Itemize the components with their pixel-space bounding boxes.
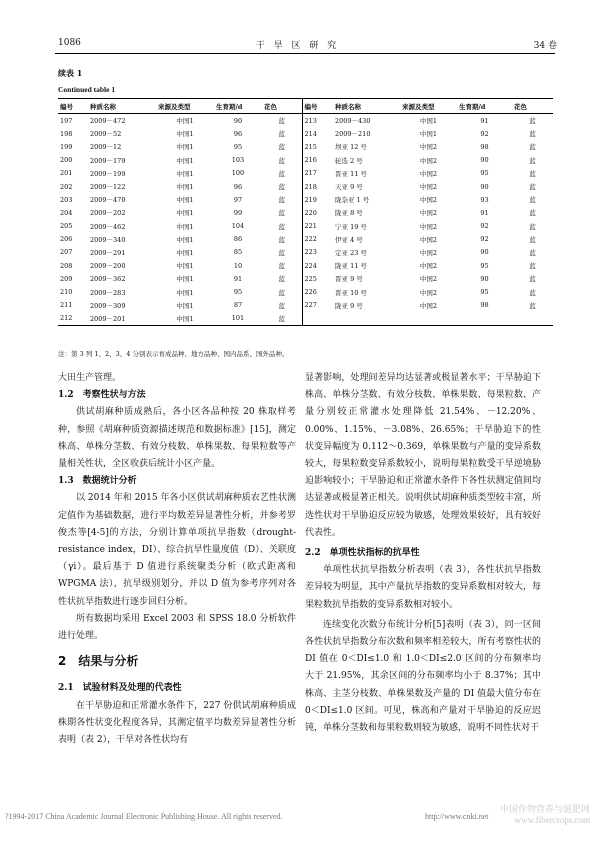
table-cell: 198 bbox=[60, 129, 73, 138]
table-cell: 227 bbox=[302, 299, 333, 312]
table-row bbox=[58, 167, 553, 180]
table-cell: 蓝 bbox=[529, 143, 536, 152]
table-cell: 陇杂亚 1 号 bbox=[335, 196, 370, 205]
table-cell: 90 bbox=[480, 274, 489, 283]
section-heading-1-2: 1.2 考察性状与方法 bbox=[58, 390, 146, 401]
section-heading-2: 2 结果与分析 bbox=[58, 654, 139, 669]
table-row bbox=[58, 312, 553, 326]
table-cell: 蓝 bbox=[278, 143, 285, 152]
table-cell: 211 bbox=[60, 301, 73, 310]
table-cell: 蓝 bbox=[529, 130, 536, 139]
table-cell: 中国2 bbox=[419, 222, 438, 231]
table-cell: 中国1 bbox=[176, 169, 194, 178]
table-cell: 86 bbox=[233, 235, 243, 244]
table-cell: 蓝 bbox=[529, 169, 536, 178]
table-cell: 206 bbox=[60, 235, 73, 244]
table-header-cell: 花色 bbox=[514, 102, 527, 111]
paragraph: 大田生产管理。 bbox=[58, 373, 122, 383]
table-cell: 85 bbox=[233, 248, 243, 257]
table-cell: 90 bbox=[480, 248, 489, 257]
table-cell: 91 bbox=[480, 116, 489, 125]
table-cell: 伊亚 4 号 bbox=[335, 235, 363, 244]
table-cell: 197 bbox=[60, 116, 73, 125]
table-cell: 蓝 bbox=[278, 262, 285, 271]
table-cell: 2009－201 bbox=[90, 314, 126, 323]
journal-title: 干 旱 区 研 究 bbox=[255, 41, 340, 51]
table-cell: 中国2 bbox=[419, 183, 438, 192]
table-cell: 217 bbox=[302, 167, 333, 180]
table-cell: 95 bbox=[233, 142, 243, 151]
table-cell: 中国2 bbox=[419, 235, 438, 244]
table-cell bbox=[457, 312, 512, 326]
table-cell: 2009－291 bbox=[90, 248, 126, 257]
table-cell: 坝亚 12 号 bbox=[335, 143, 367, 152]
table-cell: 蓝 bbox=[278, 196, 285, 205]
table-cell: 97 bbox=[233, 195, 243, 204]
table-cell: 222 bbox=[302, 233, 333, 246]
table-cell: 92 bbox=[480, 222, 489, 231]
table-cell: 95 bbox=[480, 169, 489, 178]
table-cell: 宁亚 19 号 bbox=[335, 222, 367, 231]
table-cell: 98 bbox=[480, 142, 489, 151]
table-cell: 2009－470 bbox=[90, 196, 126, 205]
table-cell: 95 bbox=[480, 261, 489, 270]
table-header-cell: 种质名称 bbox=[335, 102, 361, 111]
table-header-cell: 生育期/d bbox=[459, 102, 486, 111]
table-cell: 中国1 bbox=[176, 183, 194, 192]
watermark-cn: 中国作物营养与施肥网 bbox=[499, 804, 590, 814]
table-cell: 91 bbox=[480, 208, 489, 217]
table-cell bbox=[400, 312, 457, 326]
table-cell: 陇亚 9 号 bbox=[335, 301, 363, 310]
table-cell: 99 bbox=[233, 208, 243, 217]
table-cell: 2009－200 bbox=[90, 262, 126, 271]
table-cell: 95 bbox=[233, 288, 243, 297]
table-cell: 蓝 bbox=[278, 117, 285, 126]
table-cell: 定亚 23 号 bbox=[335, 248, 367, 257]
table-cell: 212 bbox=[60, 314, 73, 323]
copyright-notice: ?1994-2017 China Academic Journal Electronic Publishing House. All rights reserved. bbox=[5, 812, 283, 821]
table-cell: 10 bbox=[233, 261, 243, 270]
table-cell: 223 bbox=[302, 246, 333, 259]
table-cell: 轮选 2 号 bbox=[335, 156, 363, 165]
table-row bbox=[58, 180, 553, 193]
table-cell: 蓝 bbox=[278, 275, 285, 284]
table-header-cell: 来源及类型 bbox=[402, 102, 435, 111]
table-cell: 中国2 bbox=[419, 275, 438, 284]
table-row bbox=[58, 272, 553, 285]
table-cell: 209 bbox=[60, 274, 73, 283]
paragraph: 连续变化次数分布统计分析[5]表明（表 3），同一区间各性状抗旱指数分布次数和频率相差较大，所有考察性状的 DI 值在 0＜DI≤1.0 和 1.0＜DI≤2.0 区间的分布频率均大于 21.95%，其余区间的分布频率均小于 8.37%；其中株高、主茎分枝数、单株果数及产量的 DI 值最大值分布在 0＜DI≤1.0 区间。可见，株高和产量对干旱胁迫的反应迟钝，单株分茎数和每果粒数则较为敏感，说明不同性状对干 bbox=[305, 619, 541, 734]
table-cell: 220 bbox=[302, 206, 333, 219]
table-cell: 陇亚 8 号 bbox=[335, 209, 363, 218]
germplasm-table bbox=[58, 98, 553, 326]
table-row bbox=[58, 233, 553, 246]
table-cell: 晋亚 10 号 bbox=[335, 288, 367, 297]
table-cell: 204 bbox=[60, 208, 73, 217]
section-heading-2-1: 2.1 试验材料及处理的代表性 bbox=[58, 683, 182, 694]
table-cell: 中国2 bbox=[419, 143, 438, 152]
table-cell: 2009－340 bbox=[90, 235, 126, 244]
table-row bbox=[58, 154, 553, 167]
header-rule bbox=[55, 53, 555, 54]
left-text-column bbox=[58, 370, 296, 749]
table-cell: 蓝 bbox=[529, 288, 536, 297]
table-cell: 蓝 bbox=[278, 314, 285, 323]
watermark bbox=[470, 804, 590, 826]
table-cell: 蓝 bbox=[529, 275, 536, 284]
table-row bbox=[58, 127, 553, 140]
table-cell: 224 bbox=[302, 259, 333, 272]
table-cell: 蓝 bbox=[278, 169, 285, 178]
table-cell: 201 bbox=[60, 169, 73, 178]
paragraph: 供试胡麻种质成熟后，各小区各品种按 20 株取样考种，参照《胡麻种质资源描述规范和数据标准》[15]，测定株高、单株分茎数、有效分枝数、单株果数、每果粒数等产量相关性状，全区收获后统计小区产量。 bbox=[58, 407, 296, 470]
table-cell: 中国1 bbox=[176, 209, 194, 218]
table-body bbox=[58, 114, 553, 326]
table-row bbox=[58, 114, 553, 128]
table-cell: 91 bbox=[233, 274, 243, 283]
table-cell: 104 bbox=[231, 222, 245, 231]
table-cell: 中国1 bbox=[419, 117, 438, 126]
table-cell: 2009－309 bbox=[90, 301, 126, 310]
table-cell: 中国1 bbox=[176, 222, 194, 231]
table-row bbox=[58, 246, 553, 259]
table-cell: 2009－52 bbox=[90, 130, 122, 139]
table-cell: 87 bbox=[233, 301, 243, 310]
table-cell: 218 bbox=[302, 180, 333, 193]
table-cell: 中国2 bbox=[419, 209, 438, 218]
table-row bbox=[58, 220, 553, 233]
table-cell: 天亚 9 号 bbox=[335, 183, 363, 192]
right-text-column bbox=[305, 370, 541, 737]
table-header-cell: 编号 bbox=[302, 99, 333, 114]
table-cell: 90 bbox=[233, 116, 243, 125]
table-cell: 2009－210 bbox=[335, 130, 371, 139]
table-cell: 蓝 bbox=[529, 196, 536, 205]
table-cell: 蓝 bbox=[278, 130, 285, 139]
paragraph: 以 2014 年和 2015 年各小区供试胡麻种质农艺性状测定值作为基础数据，进行平均数差异显著性分析，并参考罗俊杰等[4-5]的方法，分别计算单项抗旱指数（drought-resistance index，DI）、综合抗旱性量度值（D）、关联度（γi）。最后基于 D 值进行系统聚类分析（欧式距离和 WPGMA 法），抗旱级别划分，并以 D 值为参考序列对各性状抗旱指数进行逐步回归分析。 bbox=[58, 493, 296, 607]
table-cell: 2009－12 bbox=[90, 143, 122, 152]
table-header-row bbox=[58, 99, 553, 114]
section-heading-2-2: 2.2 单项性状指标的抗旱性 bbox=[305, 548, 420, 559]
table-cell: 蓝 bbox=[278, 156, 285, 165]
table-cell: 蓝 bbox=[529, 301, 536, 310]
table-header-cell: 来源及类型 bbox=[158, 102, 191, 111]
table-row bbox=[58, 285, 553, 298]
table-cell: 中国1 bbox=[176, 143, 194, 152]
table-caption-cn: 续表 1 bbox=[58, 68, 83, 78]
table-cell: 2009－122 bbox=[90, 183, 126, 192]
table-cell: 中国1 bbox=[176, 262, 194, 271]
table-cell: 207 bbox=[60, 248, 73, 257]
table-cell: 中国1 bbox=[176, 275, 194, 284]
table-cell: 蓝 bbox=[278, 288, 285, 297]
table-cell bbox=[333, 312, 400, 326]
table-cell: 95 bbox=[480, 288, 489, 297]
table-cell: 2009－202 bbox=[90, 209, 126, 218]
table-cell: 225 bbox=[302, 272, 333, 285]
table-cell: 2009－430 bbox=[335, 117, 371, 126]
table-cell: 蓝 bbox=[529, 262, 536, 271]
paragraph: 单项性状抗旱指数分析表明（表 3），各性状抗旱指数差异较为明显，其中产量抗旱指数的变异系数相对较大，每果粒数抗旱指数的变异系数相对较小。 bbox=[305, 565, 541, 610]
table-cell: 219 bbox=[302, 193, 333, 206]
table-cell: 蓝 bbox=[529, 248, 536, 257]
page-header bbox=[38, 38, 557, 52]
table-cell: 2009－199 bbox=[90, 169, 126, 178]
table-cell: 205 bbox=[60, 222, 73, 231]
table-cell: 92 bbox=[480, 129, 489, 138]
table-cell: 93 bbox=[480, 195, 489, 204]
table-cell: 2009－179 bbox=[90, 156, 126, 165]
table-cell: 221 bbox=[302, 220, 333, 233]
table-note: 注：第 3 列 1、2、3、4 分别表示育成品种、地方品种、国内品系、国外品种。 bbox=[58, 350, 289, 358]
table-cell: 蓝 bbox=[529, 222, 536, 231]
table-caption-en: Continued table 1 bbox=[58, 85, 116, 94]
table-cell: 90 bbox=[480, 156, 489, 165]
table-cell: 92 bbox=[480, 235, 489, 244]
table-row bbox=[58, 206, 553, 219]
table-cell: 中国1 bbox=[176, 248, 194, 257]
table-cell: 蓝 bbox=[529, 235, 536, 244]
table-cell: 216 bbox=[302, 154, 333, 167]
table-cell: 中国1 bbox=[176, 235, 194, 244]
table-cell: 90 bbox=[480, 182, 489, 191]
table-cell: 中国1 bbox=[176, 301, 194, 310]
table-cell: 200 bbox=[60, 156, 73, 165]
table-cell: 蓝 bbox=[278, 301, 285, 310]
table-cell: 101 bbox=[231, 314, 245, 323]
table-cell: 蓝 bbox=[278, 209, 285, 218]
table-cell: 陇亚 11 号 bbox=[335, 262, 367, 271]
paragraph: 显著影响，处理间差异均达显著或极显著水平；干旱胁迫下株高、单株分茎数、有效分枝数、单株果数、每果粒数、产量分别较正常灌水处理降低 21.54%、－12.20%、0.00%、1.15%、－3.08%、26.65%；干旱胁迫下的性状变异幅度为 0.112～0.369，单株果数与产量的变异系数较大，每果粒数变异系数较小，说明每果粒数受干旱逆境胁迫影响较小；干旱胁迫和正常灌水条件下各性状测定值间均达显著或极显著正相关。说明供试胡麻种质类型较丰富，所选性状对干旱胁迫反应较为敏感，处理效果较好，具有较好代表性。 bbox=[305, 373, 541, 538]
table-cell: 103 bbox=[231, 156, 245, 165]
table-cell: 中国2 bbox=[419, 262, 438, 271]
cnki-link[interactable]: http://www.cnki.net bbox=[425, 812, 489, 821]
table-cell: 100 bbox=[231, 169, 245, 178]
table-cell: 蓝 bbox=[278, 248, 285, 257]
table-cell: 202 bbox=[60, 182, 73, 191]
table-row bbox=[58, 140, 553, 153]
table-cell: 215 bbox=[302, 140, 333, 153]
table-cell: 晋亚 9 号 bbox=[335, 275, 363, 284]
table-cell: 中国2 bbox=[419, 196, 438, 205]
table-cell: 蓝 bbox=[529, 156, 536, 165]
table-cell bbox=[512, 312, 553, 326]
table-cell: 中国1 bbox=[419, 130, 438, 139]
table-header-cell: 花色 bbox=[264, 102, 277, 111]
table-row bbox=[58, 299, 553, 312]
table-cell: 199 bbox=[60, 142, 73, 151]
table-cell: 中国1 bbox=[176, 156, 194, 165]
table-cell: 中国2 bbox=[419, 301, 438, 310]
section-heading-1-3: 1.3 数据统计分析 bbox=[58, 476, 137, 487]
paragraph: 在干旱胁迫和正常灌水条件下，227 份供试胡麻种质成株期各性状变化程度各异，其测定值平均数差异显著性分析表明（表 2），干旱对各性状均有 bbox=[58, 700, 296, 746]
watermark-url: www.fibercrops.com bbox=[514, 815, 590, 825]
table-header-cell: 种质名称 bbox=[90, 102, 116, 111]
table-cell: 96 bbox=[233, 129, 243, 138]
table-row bbox=[58, 259, 553, 272]
table-cell: 中国2 bbox=[419, 169, 438, 178]
table-cell: 蓝 bbox=[529, 183, 536, 192]
table-cell: 中国2 bbox=[419, 156, 438, 165]
table-header-cell: 编号 bbox=[60, 102, 73, 111]
table-cell: 蓝 bbox=[529, 209, 536, 218]
page-number: 1086 bbox=[58, 38, 81, 48]
table-cell: 226 bbox=[302, 285, 333, 298]
table-cell: 中国1 bbox=[176, 314, 194, 323]
table-cell: 203 bbox=[60, 195, 73, 204]
paragraph: 所有数据均采用 Excel 2003 和 SPSS 18.0 分析软件进行处理。 bbox=[58, 613, 296, 642]
table-cell: 中国2 bbox=[419, 248, 438, 257]
table-cell: 中国1 bbox=[176, 117, 194, 126]
table-header-cell: 生育期/d bbox=[216, 102, 243, 111]
table-cell: 中国2 bbox=[419, 288, 438, 297]
table-cell: 213 bbox=[302, 114, 333, 128]
table-cell: 208 bbox=[60, 261, 73, 270]
table-row bbox=[58, 193, 553, 206]
table-cell bbox=[302, 312, 333, 326]
table-cell: 蓝 bbox=[278, 183, 285, 192]
table-cell: 中国1 bbox=[176, 288, 194, 297]
volume-label: 34 卷 bbox=[533, 41, 557, 51]
table-cell: 214 bbox=[302, 127, 333, 140]
table-cell: 蓝 bbox=[278, 222, 285, 231]
table-cell: 蓝 bbox=[529, 117, 536, 126]
table-cell: 蓝 bbox=[278, 235, 285, 244]
table-cell: 210 bbox=[60, 288, 73, 297]
table-cell: 98 bbox=[480, 301, 489, 310]
table-cell: 2009－472 bbox=[90, 117, 126, 126]
table-cell: 晋亚 11 号 bbox=[335, 169, 367, 178]
table-cell: 中国1 bbox=[176, 196, 194, 205]
table-cell: 2009－462 bbox=[90, 222, 126, 231]
table-cell: 2009－283 bbox=[90, 288, 126, 297]
table-cell: 中国1 bbox=[176, 130, 194, 139]
table-cell: 96 bbox=[233, 182, 243, 191]
table-cell: 2009－362 bbox=[90, 275, 126, 284]
